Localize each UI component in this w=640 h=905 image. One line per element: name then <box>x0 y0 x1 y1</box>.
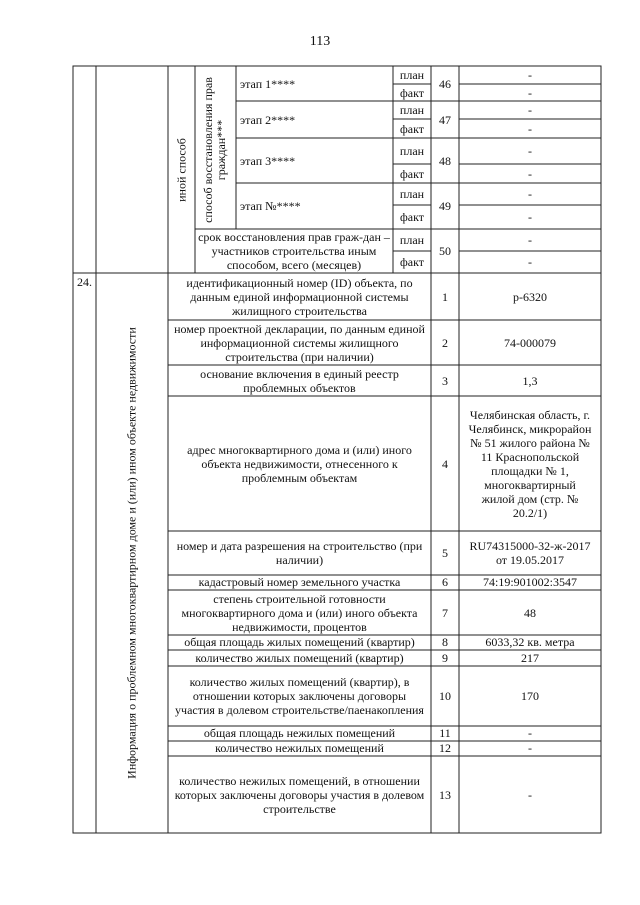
section-number: 24. <box>77 275 92 289</box>
row-value: 74:19:901002:3547 <box>482 575 577 589</box>
col-other-method: иной способ <box>174 138 189 202</box>
plan-value: - <box>528 187 532 201</box>
row-number: 12 <box>439 741 451 755</box>
row-number: 6 <box>442 575 448 589</box>
row-label: кадастровый номер земельного участка <box>198 575 401 589</box>
fact-label: факт <box>399 85 425 100</box>
row-label: адрес многоквартирного дома и (или) иного объекта недвижимости, отнесенного к проблемным объектам <box>187 442 412 485</box>
plan-value: - <box>528 68 532 82</box>
row-number: 3 <box>442 373 448 388</box>
plan-label: план <box>399 187 425 201</box>
row-value: 170 <box>521 689 539 703</box>
plan-label: план <box>399 103 425 117</box>
row-number: 4 <box>442 456 448 471</box>
row-value: 74-000079 <box>504 335 556 350</box>
plan-value: - <box>528 144 532 158</box>
row-value: - <box>528 726 532 740</box>
fact-label: факт <box>399 121 425 136</box>
row-value: 48 <box>524 605 536 620</box>
row-label: количество нежилых помещений, в отношении которых заключены договоры участия в долевом строительстве <box>174 773 425 816</box>
row-number: 7 <box>442 605 448 620</box>
row-number: 47 <box>439 112 451 127</box>
row-label: идентификационный номер (ID) объекта, по данным единой информационной системы жилищного строительства <box>186 275 413 318</box>
row-number: 5 <box>442 546 448 560</box>
page-number: 113 <box>309 34 331 49</box>
row-label: количество жилых помещений (квартир) <box>195 650 404 665</box>
fact-value: - <box>528 166 532 181</box>
row-number: 9 <box>442 650 448 665</box>
row-number: 13 <box>439 787 451 802</box>
row-label: общая площадь нежилых помещений <box>203 726 396 740</box>
row-value: - <box>528 741 532 755</box>
stage-label: этап №**** <box>240 199 301 213</box>
row-value: - <box>528 787 532 802</box>
stage-label: этап 2**** <box>240 112 296 127</box>
row-number: 11 <box>439 726 451 740</box>
stage-label: этап 1**** <box>240 76 296 91</box>
row-label: количество нежилых помещений <box>215 741 384 755</box>
row-number: 1 <box>442 289 448 304</box>
fact-value: - <box>528 210 532 224</box>
row-value: 1,3 <box>522 373 538 388</box>
plan-label: план <box>399 233 425 247</box>
plan-value: - <box>528 103 532 117</box>
row-number: 2 <box>442 335 448 350</box>
row-label: степень строительной готовности многоквартирного дома и (или) иного объекта недвижимости, процентов <box>181 591 418 634</box>
row-number: 50 <box>439 244 451 258</box>
row-label: номер проектной декларации, по данным единой информационной системы жилищного строительства (при наличии) <box>174 321 425 364</box>
row-value: р-6320 <box>513 289 547 304</box>
row-value: 217 <box>521 650 539 665</box>
fact-label: факт <box>399 210 425 224</box>
row-value: 6033,32 кв. метра <box>485 635 575 649</box>
row-label: основание включения в единый реестр проблемных объектов <box>200 366 399 395</box>
row-label: количество жилых помещений (квартир), в отношении которых заключены договоры участия в долевом строительстве/паенакопления <box>175 675 424 717</box>
row-number: 48 <box>439 153 451 168</box>
row-number: 49 <box>439 199 451 213</box>
row-value: RU74315000-32-ж-2017 от 19.05.2017 <box>469 539 591 567</box>
stage-label: этап 3**** <box>240 153 296 168</box>
fact-value: - <box>528 121 532 136</box>
row-number: 10 <box>439 689 451 703</box>
col-restore-method: способ восстановления прав граждан*** <box>201 77 228 223</box>
row-number: 46 <box>439 76 451 91</box>
plan-value: - <box>528 233 532 247</box>
row-number: 8 <box>442 635 448 649</box>
fact-label: факт <box>399 255 425 269</box>
plan-label: план <box>399 68 425 82</box>
row-label: общая площадь жилых помещений (квартир) <box>184 635 415 649</box>
fact-value: - <box>528 255 532 269</box>
fact-label: факт <box>399 166 425 181</box>
row-label: номер и дата разрешения на строительство (при наличии) <box>176 539 423 567</box>
row-value: Челябинская область, г. Челябинск, микрорайон № 51 жилого района № 11 Краснопольской площадки № 1, многоквартирный жилой дом (стр. № 20.2/1) <box>468 407 592 520</box>
section-title: Информация о проблемном многоквартирном доме и (или) ином объекте недвижимости <box>124 327 139 779</box>
fact-value: - <box>528 85 532 100</box>
plan-label: план <box>399 144 425 158</box>
deadline-label: срок восстановления прав граж-дан – участников строительства иным способом, всего (месяцев) <box>198 230 390 272</box>
